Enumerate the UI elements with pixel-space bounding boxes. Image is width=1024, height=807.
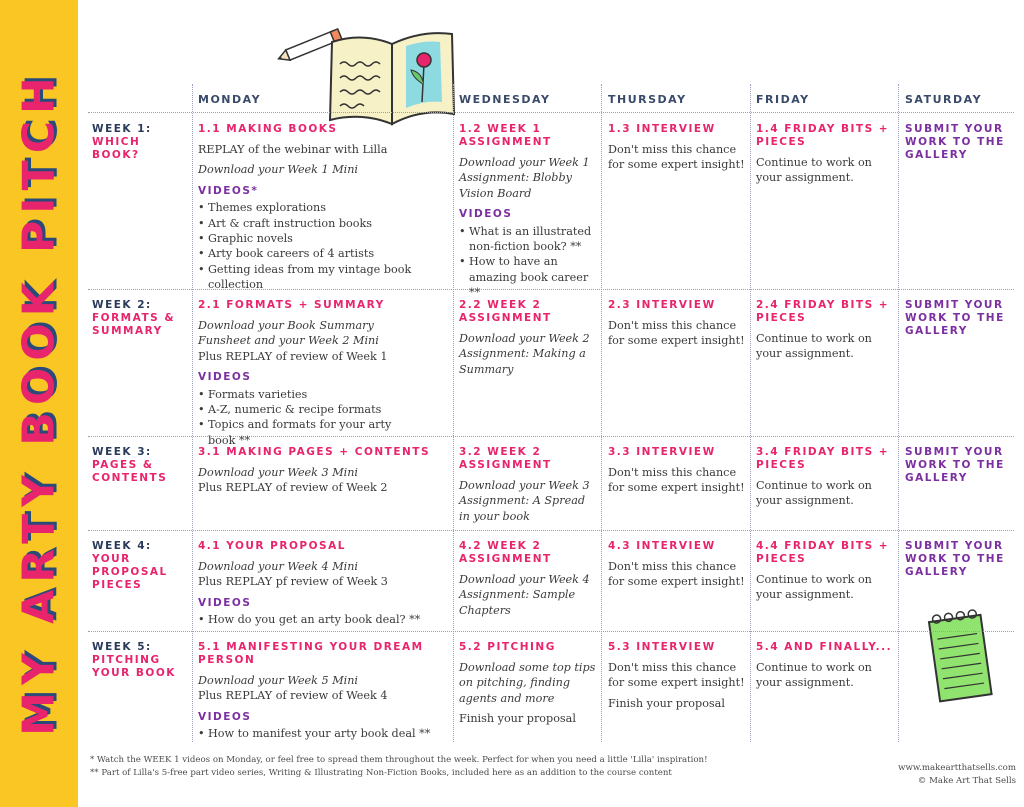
- videos-label: VIDEOS: [198, 596, 252, 609]
- download-link-text: Download your Week 3 Assignment: A Spread in your book: [459, 479, 590, 523]
- week-number: WEEK 1:: [92, 123, 152, 135]
- videos-label: VIDEOS*: [198, 184, 259, 197]
- wednesday-cell: [459, 123, 599, 301]
- list-item: • Topics and formats for your arty book **: [198, 417, 420, 448]
- saturday-cell: SUBMIT YOUR WORK TO THE GALLERY: [905, 299, 1005, 337]
- wednesday-cell: [459, 446, 599, 529]
- session-heading: 3.1 MAKING PAGES + CONTENTS: [198, 446, 431, 458]
- week-label: [92, 446, 188, 485]
- cell-text: Plus REPLAY pf review of Week 3: [198, 575, 388, 589]
- session-heading: 3.4 FRIDAY BITS + PIECES: [756, 446, 890, 471]
- saturday-cell: SUBMIT YOUR WORK TO THE GALLERY: [905, 446, 1005, 484]
- page-title: MY ARTY BOOK PITCH: [13, 70, 65, 736]
- thursday-cell: [608, 540, 748, 595]
- cell-text: Plus REPLAY of review of Week 1: [198, 349, 388, 363]
- header-wednesday: WEDNESDAY: [459, 93, 551, 106]
- thursday-cell: [608, 641, 748, 716]
- grid-line: [750, 84, 751, 742]
- list-item: • Formats varieties: [198, 387, 420, 402]
- week-label: [92, 540, 188, 592]
- session-heading: 4.3 INTERVIEW: [608, 540, 716, 552]
- session-heading: 1.1 MAKING BOOKS: [198, 123, 338, 135]
- week-title: YOUR PROPOSAL PIECES: [92, 553, 168, 591]
- week-title: PAGES & CONTENTS: [92, 459, 168, 484]
- download-link-text: Download your Week 3 Mini: [198, 466, 359, 479]
- week-label: [92, 641, 188, 680]
- footnote: * Watch the WEEK 1 videos on Monday, or feel free to spread them throughout the week. Perfect for when you need a little 'Lilla' inspiration!: [90, 755, 708, 765]
- download-link-text: Download your Week 5 Mini: [198, 674, 359, 687]
- session-heading: 5.4 AND FINALLY...: [756, 641, 893, 653]
- week-title: PITCHING YOUR BOOK: [92, 654, 176, 679]
- week-label: [92, 299, 188, 338]
- session-heading: 1.3 INTERVIEW: [608, 123, 716, 135]
- session-heading: 2.4 FRIDAY BITS + PIECES: [756, 299, 890, 324]
- grid-line: [88, 530, 1014, 531]
- cell-text: Continue to work on your assignment.: [756, 479, 872, 508]
- grid-line: [192, 84, 193, 742]
- copyright-text: © Make Art That Sells: [917, 776, 1016, 786]
- download-link-text: Download your Book Summary Funsheet and your Week 2 Mini: [198, 319, 379, 348]
- cell-text: Don't miss this chance for some expert insight!: [608, 466, 745, 495]
- thursday-cell: [608, 299, 748, 354]
- week-title: WHICH BOOK?: [92, 136, 141, 161]
- cell-text: Don't miss this chance for some expert insight!: [608, 661, 745, 690]
- download-link-text: Download your Week 1 Mini: [198, 163, 359, 177]
- grid-line: [898, 84, 899, 742]
- download-link-text: Download your Week 1 Assignment: Blobby Vision Board: [459, 156, 590, 200]
- header-monday: MONDAY: [198, 93, 262, 106]
- list-item: • What is an illustrated non-fiction book? **: [459, 224, 599, 255]
- list-item: • Getting ideas from my vintage book collection: [198, 262, 450, 293]
- video-list: [198, 387, 420, 449]
- session-heading: 5.2 PITCHING: [459, 641, 556, 653]
- header-friday: FRIDAY: [756, 93, 810, 106]
- download-link-text: Download your Week 4 Assignment: Sample Chapters: [459, 573, 590, 617]
- thursday-cell: [608, 446, 748, 501]
- header-thursday: THURSDAY: [608, 93, 687, 106]
- session-heading: 2.2 WEEK 2 ASSIGNMENT: [459, 299, 552, 324]
- monday-cell: [198, 299, 420, 448]
- week-number: WEEK 3:: [92, 446, 152, 458]
- cell-text: REPLAY of the webinar with Lilla: [198, 143, 388, 156]
- site-credit: [880, 762, 1016, 788]
- saturday-cell: SUBMIT YOUR WORK TO THE GALLERY: [905, 540, 1005, 578]
- session-heading: 1.2 WEEK 1 ASSIGNMENT: [459, 123, 552, 148]
- session-heading: 3.3 INTERVIEW: [608, 446, 716, 458]
- grid-line: [88, 631, 1014, 632]
- cell-text: Finish your proposal: [459, 712, 576, 726]
- list-item: • A-Z, numeric & recipe formats: [198, 402, 420, 417]
- cell-text: Continue to work on your assignment.: [756, 156, 872, 185]
- header-saturday: SATURDAY: [905, 93, 983, 106]
- monday-cell: [198, 641, 450, 742]
- download-link-text: Download your Week 4 Mini: [198, 560, 359, 573]
- videos-label: VIDEOS: [459, 208, 513, 221]
- session-heading: 4.1 YOUR PROPOSAL: [198, 540, 346, 552]
- session-heading: 4.2 WEEK 2 ASSIGNMENT: [459, 540, 552, 565]
- notepad-icon: [926, 606, 996, 704]
- week-number: WEEK 4:: [92, 540, 152, 552]
- cell-text: Continue to work on your assignment.: [756, 573, 872, 602]
- list-item: • Art & craft instruction books: [198, 216, 450, 231]
- videos-label: VIDEOS: [198, 710, 252, 723]
- monday-cell: [198, 540, 450, 628]
- cell-text: Continue to work on your assignment.: [756, 332, 872, 361]
- cell-text: Plus REPLAY of review of Week 4: [198, 689, 388, 703]
- video-list: [459, 224, 599, 301]
- wednesday-cell: [459, 540, 599, 623]
- footnote: ** Part of Lilla's 5-free part video series, Writing & Illustrating Non-Fiction Books, included here as an addition to the course content: [90, 768, 672, 778]
- week-number: WEEK 2:: [92, 299, 152, 311]
- friday-cell: [756, 641, 896, 696]
- list-item: • How to have an amazing book career **: [459, 254, 599, 300]
- download-link-text: Download some top tips on pitching, finding agents and more: [459, 661, 596, 705]
- list-item: • How to manifest your arty book deal **: [198, 726, 450, 741]
- grid-line: [601, 84, 602, 742]
- friday-cell: [756, 299, 896, 367]
- download-link-text: Download your Week 2 Assignment: Making a Summary: [459, 332, 590, 376]
- cell-text: Don't miss this chance for some expert insight!: [608, 560, 745, 589]
- website-link[interactable]: www.makeartthatsells.com: [898, 763, 1016, 773]
- session-heading: 5.1 MANIFESTING YOUR DREAM PERSON: [198, 641, 424, 666]
- session-heading: 2.1 FORMATS + SUMMARY: [198, 299, 385, 311]
- friday-cell: [756, 123, 896, 191]
- session-heading: 2.3 INTERVIEW: [608, 299, 716, 311]
- grid-line: [88, 112, 1014, 113]
- cell-text: Finish your proposal: [608, 696, 725, 710]
- footnotes: [90, 754, 890, 780]
- cell-text: Don't miss this chance for some expert insight!: [608, 143, 745, 172]
- saturday-cell: SUBMIT YOUR WORK TO THE GALLERY: [905, 123, 1005, 161]
- wednesday-cell: [459, 299, 599, 382]
- video-list: [198, 200, 450, 292]
- friday-cell: [756, 540, 896, 608]
- session-heading: 3.2 WEEK 2 ASSIGNMENT: [459, 446, 552, 471]
- open-book-icon: [326, 20, 458, 132]
- cell-text: Don't miss this chance for some expert insight!: [608, 319, 745, 348]
- grid-line: [453, 84, 454, 742]
- monday-cell: [198, 446, 450, 501]
- cell-text: Plus REPLAY of review of Week 2: [198, 481, 388, 495]
- list-item: • Graphic novels: [198, 231, 450, 246]
- session-heading: 5.3 INTERVIEW: [608, 641, 716, 653]
- session-heading: 1.4 FRIDAY BITS + PIECES: [756, 123, 890, 148]
- video-list: [198, 612, 450, 627]
- list-item: • Arty book careers of 4 artists: [198, 246, 450, 261]
- video-list: [198, 726, 450, 741]
- week-number: WEEK 5:: [92, 641, 152, 653]
- videos-label: VIDEOS: [198, 371, 252, 384]
- list-item: • Themes explorations: [198, 200, 450, 215]
- friday-cell: [756, 446, 896, 514]
- wednesday-cell: [459, 641, 599, 732]
- session-heading: 4.4 FRIDAY BITS + PIECES: [756, 540, 890, 565]
- cell-text: Continue to work on your assignment.: [756, 661, 872, 690]
- monday-cell: [198, 123, 450, 293]
- week-title: FORMATS & SUMMARY: [92, 312, 175, 337]
- list-item: • How do you get an arty book deal? **: [198, 612, 450, 627]
- week-label: [92, 123, 188, 162]
- thursday-cell: [608, 123, 748, 178]
- sidebar: [0, 0, 78, 807]
